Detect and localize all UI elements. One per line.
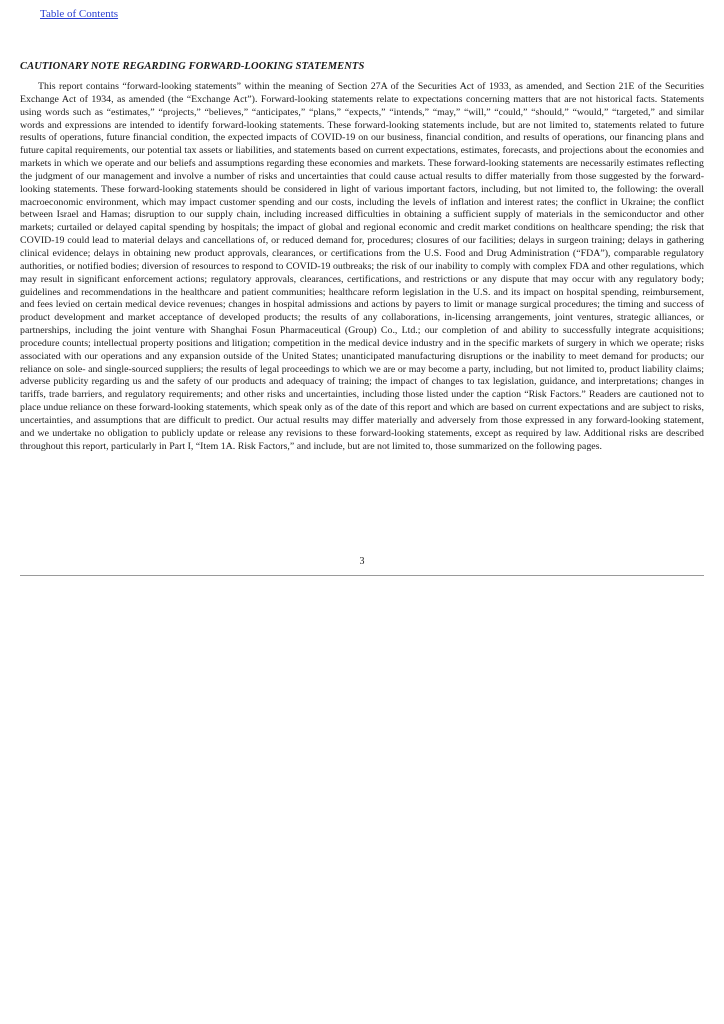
page-number: 3 [359, 556, 365, 567]
forward-looking-statements-paragraph: This report contains “forward-looking statements” within the meaning of Section 27A of the Securities Act of 1933, as amended, and Section 21E of the Securities Exchange Act of 1934, as amended (the “Exchange Act”). Forward-looking statements relate to expectations concerning matters that are not historical facts. Statements using words such as “estimates,” “projects,” “believes,” “anticipates,” “plans,” “expects,” “intends,” “may,” “will,” “could,” “should,” “would,” “targeted,” and similar words and expressions are intended to identify forward-looking statements. These forward-looking statements include, but are not limited to, statements related to future results of operations, future financial condition, the expected impacts of COVID-19 on our business, financial condition, and results of operations, our financing plans and future capital requirements, our potential tax assets or liabilities, and statements based on current expectations, estimates, forecasts, and projections about the economies and markets in which we operate and our beliefs and assumptions regarding these economies and markets. These forward-looking statements are necessarily estimates reflecting the judgment of our management and involve a number of risks and uncertainties that could cause actual results to differ materially from those suggested by the forward-looking statements. These forward-looking statements should be considered in light of various important factors, including, but not limited to, the following: the overall macroeconomic environment, which may impact customer spending and our costs, including the levels of inflation and interest rates; the conflict in Ukraine; the conflict between Israel and Hamas; disruption to our supply chain, including increased difficulties in obtaining a sufficient supply of materials in the semiconductor and other markets; curtailed or delayed capital spending by hospitals; the impact of global and regional economic and credit market conditions on healthcare spending; the risk that COVID-19 could lead to material delays and cancellations of, or reduced demand for, procedures; closures of our facilities; delays in surgeon training; delays in gathering clinical evidence; delays in obtaining new product approvals, clearances, or certifications from the U.S. Food and Drug Administration (“FDA”), comparable regulatory authorities, or notified bodies; diversion of resources to respond to COVID-19 outbreaks; the risk of our inability to comply with complex FDA and other regulations, which may result in significant enforcement actions; regulatory approvals, clearances, certifications, and restrictions or any dispute that may occur with any regulatory body; guidelines and recommendations in the healthcare and patient communities; healthcare reform legislation in the U.S. and its impact on hospital spending, reimbursement, and fees levied on certain medical device revenues; changes in hospital admissions and actions by payers to limit or manage surgical procedures; the timing and success of product development and market acceptance of developed products; the results of any collaborations, in-licensing arrangements, joint ventures, strategic alliances, or partnerships, including the joint venture with Shanghai Fosun Pharmaceutical (Group) Co., Ltd.; our completion of and ability to successfully integrate acquisitions; procedure counts; intellectual property positions and litigation; competition in the medical device industry and in the specific markets of surgery in which we operate; risks associated with our operations and any expansion outside of the United States; unanticipated manufacturing disruptions or the inability to meet demand for products; our reliance on sole- and single-sourced suppliers; the results of legal proceedings to which we are or may become a party, including, but not limited to, product liability claims; adverse publicity regarding us and the safety of our products and adequacy of training; the impact of changes to tax legislation, guidance, and interpretations; changes in tariffs, trade barriers, and regulatory requirements; and other risks and uncertainties, including those listed under the caption “Risk Factors.” Readers are cautioned not to place undue reliance on these forward-looking statements, which speak only as of the date of this report and which are based on current expectations and are subject to risks, uncertainties, and assumptions that are difficult to predict. Our actual results may differ materially and adversely from those expressed in any forward-looking statement, and we undertake no obligation to publicly update or release any revisions to these forward-looking statements, except as required by law. Additional risks are described throughout this report, particularly in Part I, “Item 1A. Risk Factors,” and include, but are not limited to, those summarized on the following pages. [20, 81, 704, 452]
table-of-contents-link[interactable]: Table of Contents [40, 8, 119, 20]
section-heading: CAUTIONARY NOTE REGARDING FORWARD-LOOKING STATEMENTS [20, 61, 365, 72]
page-divider [20, 575, 704, 576]
